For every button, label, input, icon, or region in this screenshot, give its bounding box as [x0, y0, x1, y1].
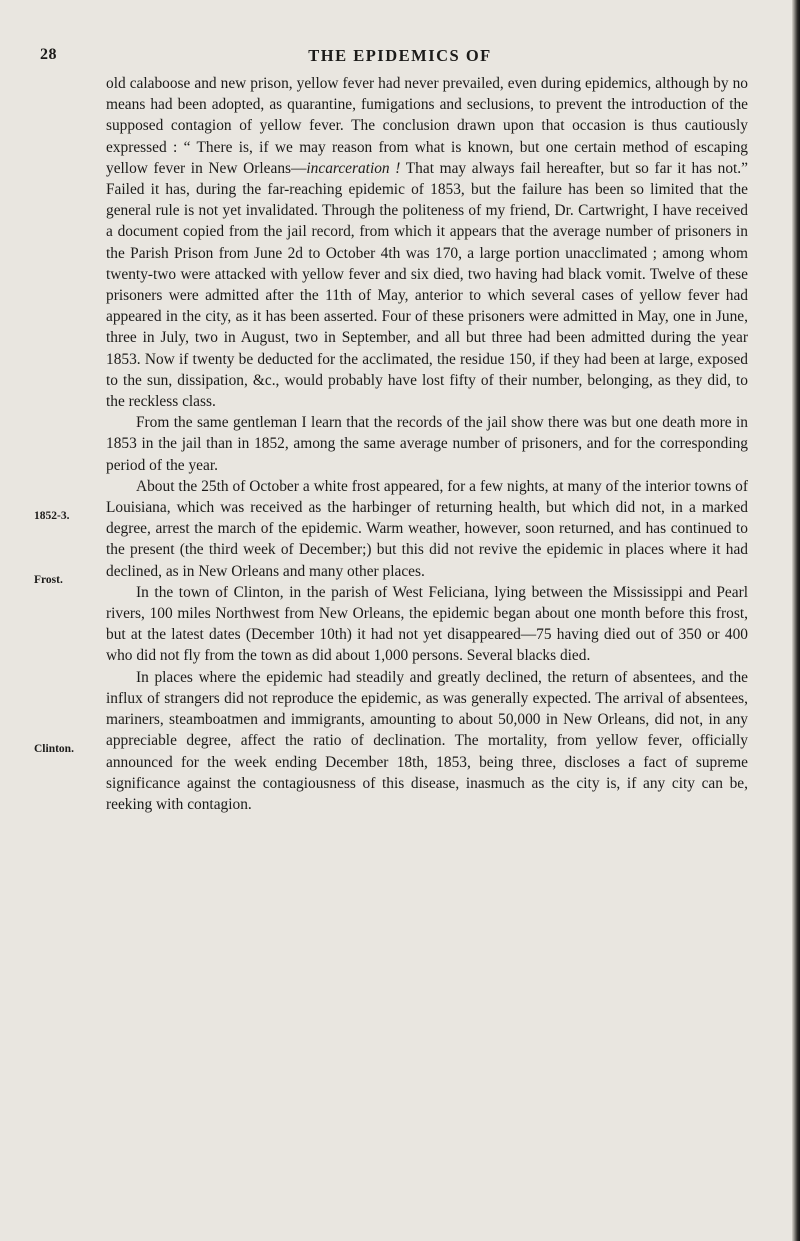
- margin-note-frost: Frost.: [34, 574, 63, 586]
- paragraph-4: In the town of Clinton, in the parish of West Feliciana, lying between the Mississippi and Pearl rivers, 100 miles Northwest from New Orleans, the epidemic began about one month before this frost, but at the latest dates (December 10th) it had not yet disappeared—75 having died out of 350 or 400 who did not fly from the town as did about 1,000 persons. Several blacks died.: [106, 583, 748, 665]
- running-head: THE EPIDEMICS OF: [308, 46, 492, 65]
- page-edge-shadow: [792, 0, 800, 1241]
- margin-note-1852-3: 1852-3.: [34, 510, 70, 522]
- paragraph-5: In places where the epidemic had steadily and greatly declined, the return of absentees, and the influx of strangers did not reproduce the epidemic, as was generally expected. The arrival of absentees, mariners, steamboatmen and immigrants, amounting to about 50,000 in New Orleans, did not, in any appreciable degree, affect the ratio of declination. The mortality, from yellow fever, officially announced for the week ending December 18th, 1853, being three, discloses a fact of supreme significance against the contagiousness of this disease, inasmuch as the city is, if any city can be, reeking with contagion.: [106, 668, 748, 813]
- paragraph-1-start: old calaboose and new prison, yellow fever had never prevailed, even during epidemics, although by no means had been adopted, as quarantine, fumigations and seclusions, to prevent the introduction of the supposed contagion of yellow fever. The conclusion drawn upon that occasion is thus cautiously expressed : “ There is, if we may reason from what is known, but one certain method of escaping yellow fever in New Orleans—: [106, 75, 748, 177]
- body-text: [106, 73, 748, 815]
- paragraph-1-end: That may always fail hereafter, but so far it has not.” Failed it has, during the far-reaching epidemic of 1853, but the failure has been so limited that the general rule is not yet invalidated. Through the politeness of my friend, Dr. Cartwright, I have received a document copied from the jail record, from which it appears that the average number of prisoners in the Parish Prison from June 2d to October 4th was 170, a large portion unacclimated ; among whom twenty-two were attacked with yellow fever and six died, two having had black vomit. Twelve of these prisoners were admitted after the 11th of May, anterior to which several cases of yellow fever had appeared in the city, as it has been asserted. Four of these prisoners were admitted in May, one in June, three in July, two in August, two in September, and all but three had been admitted during the year 1853. Now if twenty be deducted for the acclimated, the residue 150, if they had been at large, exposed to the sun, dissipation, &c., would probably have lost fifty of their number, belonging, as they did, to the reckless class.: [106, 159, 748, 411]
- paragraph-1: [106, 73, 748, 412]
- page-number: 28: [40, 46, 57, 63]
- page-header: [0, 46, 800, 70]
- paragraph-1-emphasis: incarceration !: [306, 159, 401, 177]
- paragraph-3: About the 25th of October a white frost appeared, for a few nights, at many of the interior towns of Louisiana, which was received as the harbinger of returning health, but which did not, in a marked degree, arrest the march of the epidemic. Warm weather, however, soon returned, and has continued to the present (the third week of December;) but this did not revive the epidemic in places where it had declined, as in New Orleans and many other places.: [106, 477, 748, 580]
- paragraph-2: From the same gentleman I learn that the records of the jail show there was but one death more in 1853 in the jail than in 1852, among the same average number of prisoners, and for the corresponding period of the year.: [106, 414, 748, 474]
- margin-note-clinton: Clinton.: [34, 743, 74, 755]
